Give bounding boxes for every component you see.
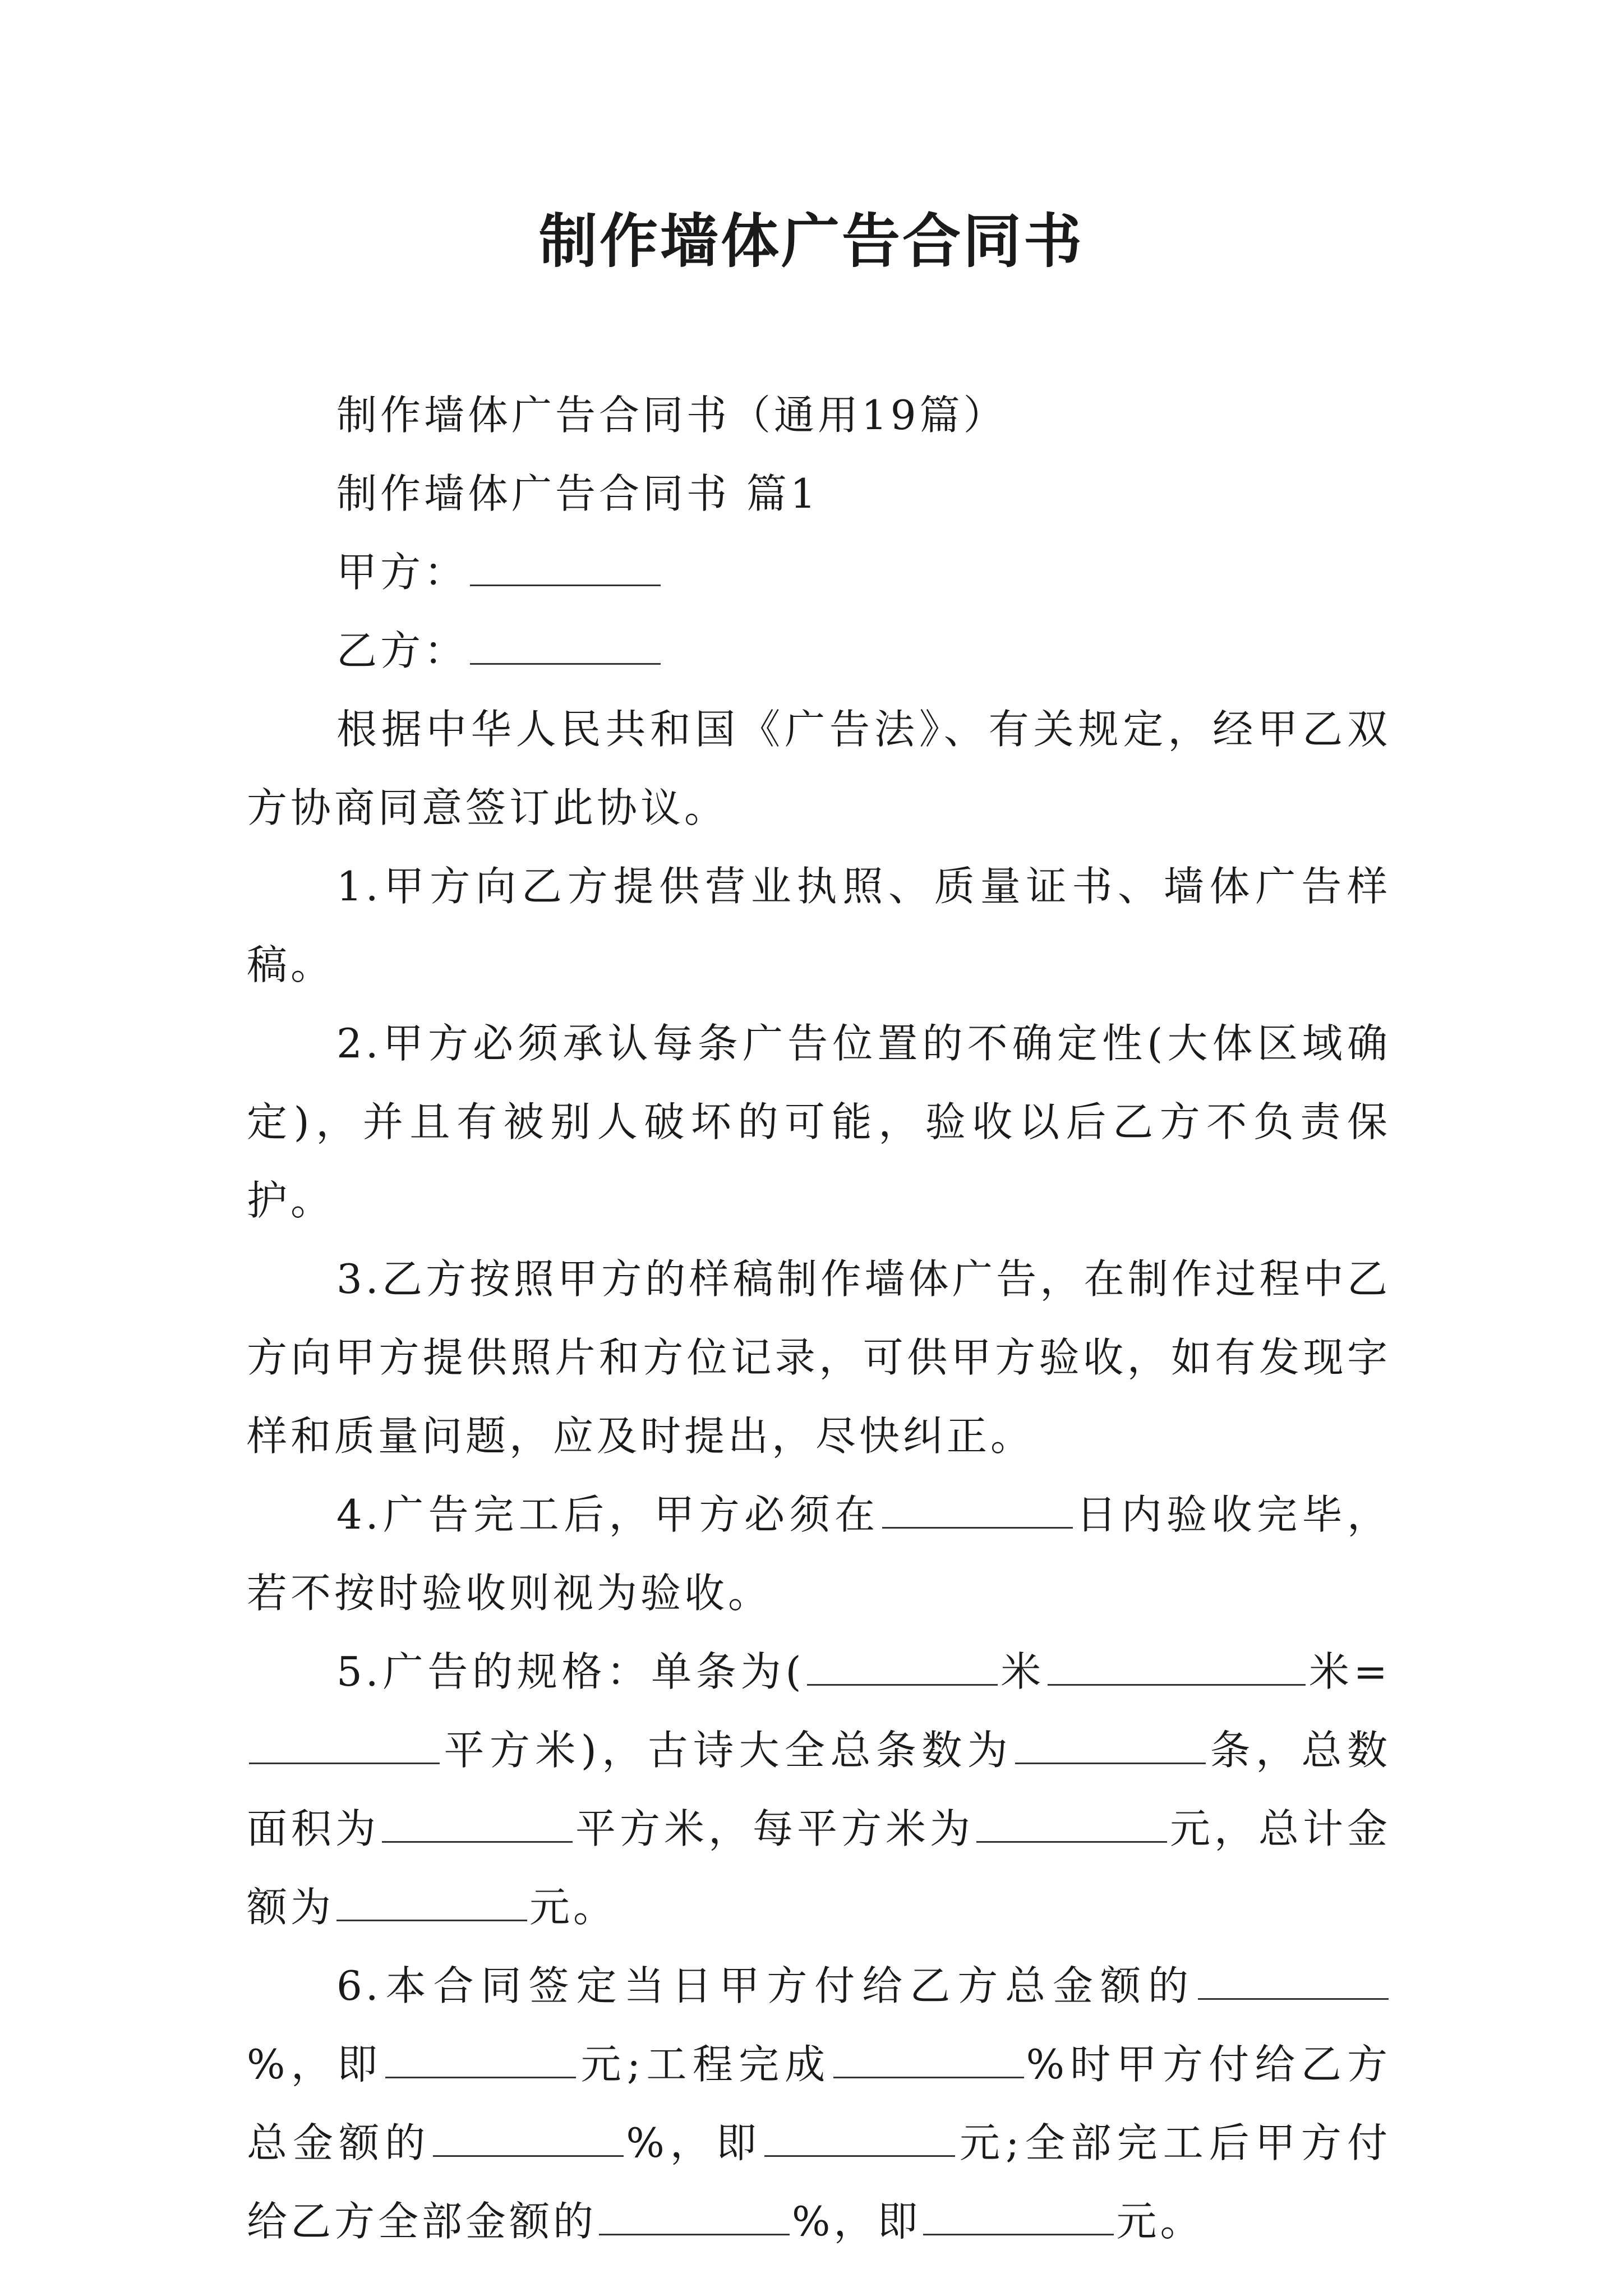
clause-6-blank-7 xyxy=(923,2197,1114,2235)
clause-4-blank xyxy=(882,1490,1073,1529)
clause-5-text-8: 元。 xyxy=(529,1884,617,1931)
clause-5-blank-4 xyxy=(1015,1726,1206,1764)
party-a-line xyxy=(247,533,1391,611)
clause-5-blank-5 xyxy=(382,1804,573,1843)
clause-6-text-3: 元;工程完成 xyxy=(578,2041,831,2088)
document-body xyxy=(247,376,1391,2261)
clause-5-blank-2 xyxy=(1048,1647,1306,1686)
clause-5-text-3: 米= xyxy=(1308,1648,1391,1695)
clause-2: 2.甲方必须承认每条广告位置的不确定性(大体区域确定)，并且有被别人破坏的可能，验收以后乙方不负责保护。 xyxy=(247,1020,1391,1224)
clause-6-text-5: %，即 xyxy=(626,2119,762,2166)
party-b-label: 乙方： xyxy=(336,627,468,674)
section-heading: 制作墙体广告合同书 篇1 xyxy=(336,470,819,517)
clause-6-text-7: %，即 xyxy=(792,2198,921,2245)
clause-6-blank-6 xyxy=(599,2197,790,2235)
clause-6-text-4: %时甲方付给乙方总金额的 xyxy=(247,2041,1391,2166)
intro-paragraph: 根据中华人民共和国《广告法》、有关规定，经甲乙双方协商同意签订此协议。 xyxy=(247,706,1391,831)
clause-5-blank-1 xyxy=(807,1647,998,1686)
clause-6-text-2: %，即 xyxy=(247,2041,384,2088)
party-b-line xyxy=(247,611,1391,690)
clause-4-text-1: 4.广告完工后，甲方必须在 xyxy=(336,1491,880,1538)
clause-5-text-6: 平方米，每平方米为 xyxy=(575,1805,974,1852)
document-title: 制作墙体广告合同书 xyxy=(538,206,1084,275)
clause-6 xyxy=(247,1947,1391,2261)
clause-4-text-2: 日内验收完毕，若不按时验收则视为验收。 xyxy=(247,1491,1391,1617)
clause-5-blank-6 xyxy=(976,1804,1167,1843)
clause-5-text-1: 5.广告的规格：单条为( xyxy=(336,1648,805,1695)
subtitle: 制作墙体广告合同书（通用19篇） xyxy=(336,392,1007,439)
clause-3: 3.乙方按照甲方的样稿制作墙体广告，在制作过程中乙方向甲方提供照片和方位记录，可供甲方验收，如有发现字样和质量问题，应及时提出，尽快纠正。 xyxy=(247,1255,1391,1460)
clause-6-text-6: 元;全部完工后甲方付给乙方全部金额的 xyxy=(247,2119,1391,2245)
clause-6-blank-4 xyxy=(433,2118,624,2157)
clause-6-blank-2 xyxy=(385,2040,576,2078)
party-a-blank xyxy=(470,547,661,586)
clause-6-blank-3 xyxy=(833,2040,1024,2078)
clause-6-blank-5 xyxy=(764,2118,955,2157)
clause-6-text-1: 6.本合同签定当日甲方付给乙方总金额的 xyxy=(336,1962,1196,2009)
clause-6-blank-1 xyxy=(1198,1961,1389,2000)
clause-5-blank-7 xyxy=(336,1883,527,1921)
clause-5-text-5: 条，总数面积为 xyxy=(247,1727,1391,1852)
clause-5 xyxy=(247,1632,1391,1947)
party-a-label: 甲方： xyxy=(336,549,468,596)
clause-5-blank-3 xyxy=(249,1726,440,1764)
clause-5-text-4: 平方米)，古诗大全总条数为 xyxy=(442,1727,1013,1774)
party-b-blank xyxy=(470,626,661,665)
clause-5-text-2: 米 xyxy=(999,1648,1046,1695)
clause-6-text-8: 元。 xyxy=(1116,2198,1204,2245)
clause-4 xyxy=(247,1475,1391,1632)
clause-1: 1.甲方向乙方提供营业执照、质量证书、墙体广告样稿。 xyxy=(247,863,1391,988)
clause-5-text-7: 元，总计金额为 xyxy=(247,1805,1391,1931)
